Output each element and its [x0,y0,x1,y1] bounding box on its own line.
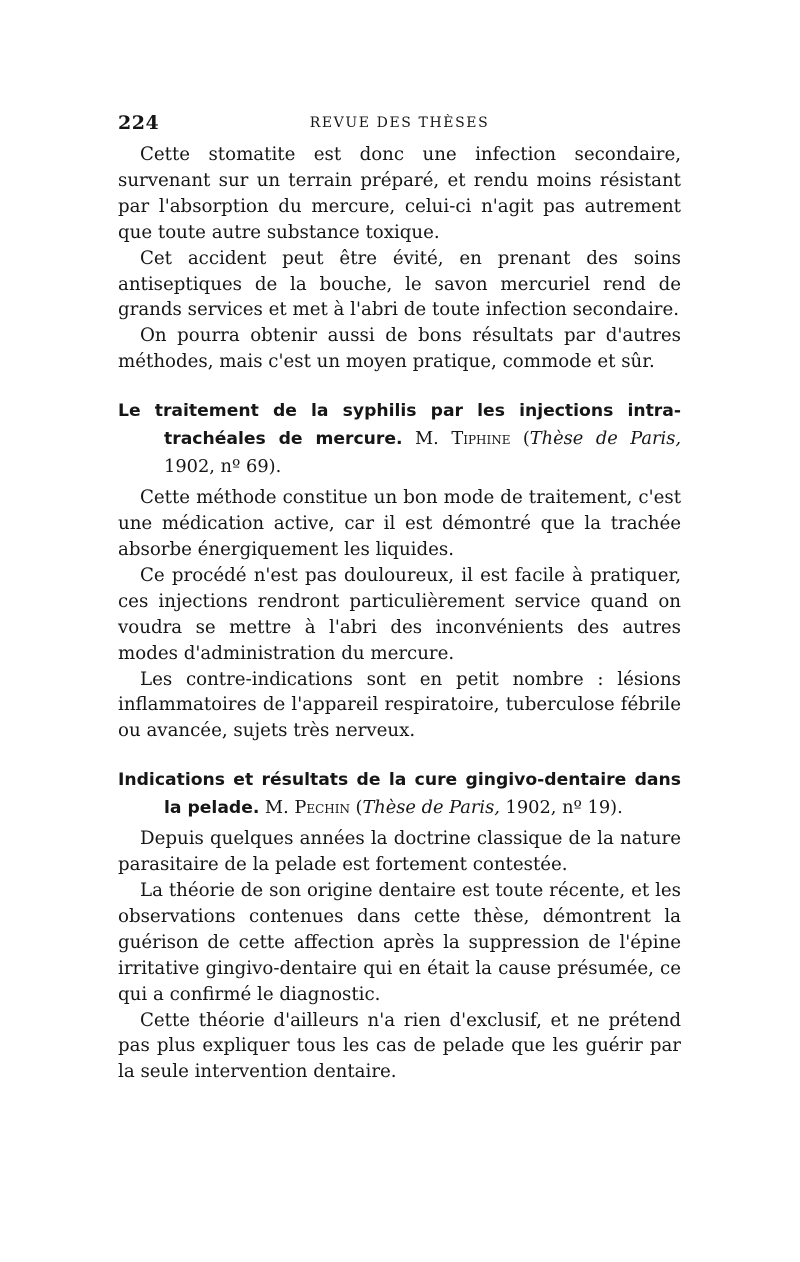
author-prefix: M. [414,428,439,450]
book-page [118,112,681,1085]
paragraph: Depuis quelques années la doctrine classique de la nature parasitaire de la pelade est fortement contestée. [118,828,681,876]
reference-details: 1902, nº 19). [505,797,623,819]
paragraph: Les contre-indications sont en petit nombre : lésions inflammatoires de l'appareil respiratoire, tuberculose fébrile ou avancée, sujets très nerveux. [118,668,681,742]
paragraph: Cette théorie d'ailleurs n'a rien d'exclusif, et ne prétend pas plus expliquer tous les cas de pelade que les guérir par la seule intervention dentaire. [118,1009,681,1083]
intro-text [118,142,681,375]
journal-title: REVUE DES THÈSES [309,115,490,131]
reference-details: 1902, nº 69). [164,456,282,478]
section-author [265,797,350,818]
paragraph: Ce procédé n'est pas douloureux, il est facile à pratiquer, ces injections rendront particulièrement service quand on voudra se mettre à l'abri des inconvénients des autres modes d'administration du mercure. [118,564,681,664]
section-reference [356,797,623,818]
section-heading [118,767,681,822]
page-number: 224 [118,112,160,134]
paragraph: Cette stomatite est donc une infection secondaire, survenant sur un terrain préparé, et rendu moins résistant par l'absorption du mercure, celui-ci n'agit pas autrement que toute autre substance toxique. [118,144,681,243]
paragraph: La théorie de son origine dentaire est toute récente, et les observations contenues dans cette thèse, démontrent la guérison de cette affection après la suppression de l'épine irritative gingivo-dentaire qui en était la cause présumée, ce qui a confirmé le diagnostic. [118,880,681,1005]
paragraph: Cette méthode constitue un bon mode de traitement, c'est une médication active, car il est démontré que la trachée absorbe énergiquement les liquides. [118,487,681,560]
section-title: Indications et résultats de la cure gingivo-dentaire dans la pelade. [118,770,681,819]
reference-title: Thèse de Paris, [529,428,681,450]
thesis-review-section [118,398,681,744]
thesis-review-section [118,767,681,1085]
author-name: Tiphine [451,428,511,450]
section-title: Le traitement de la syphilis par les injections intra-trachéales de mercure. [118,401,681,450]
reference-title: Thèse de Paris, [362,797,500,819]
reference-open: ( [355,797,363,819]
author-prefix: M. [264,797,289,819]
section-author [415,428,511,449]
paragraph: Cet accident peut être évité, en prenant des soins antiseptiques de la bouche, le savon mercuriel rend de grands services et met à l'abri de toute infection secondaire. [118,247,681,321]
reference-open: ( [522,428,530,450]
running-head [118,112,681,142]
paragraph: On pourra obtenir aussi de bons résultats par d'autres méthodes, mais c'est un moyen pratique, commode et sûr. [118,325,681,373]
author-name: Pechin [294,797,351,819]
section-heading [118,398,681,481]
